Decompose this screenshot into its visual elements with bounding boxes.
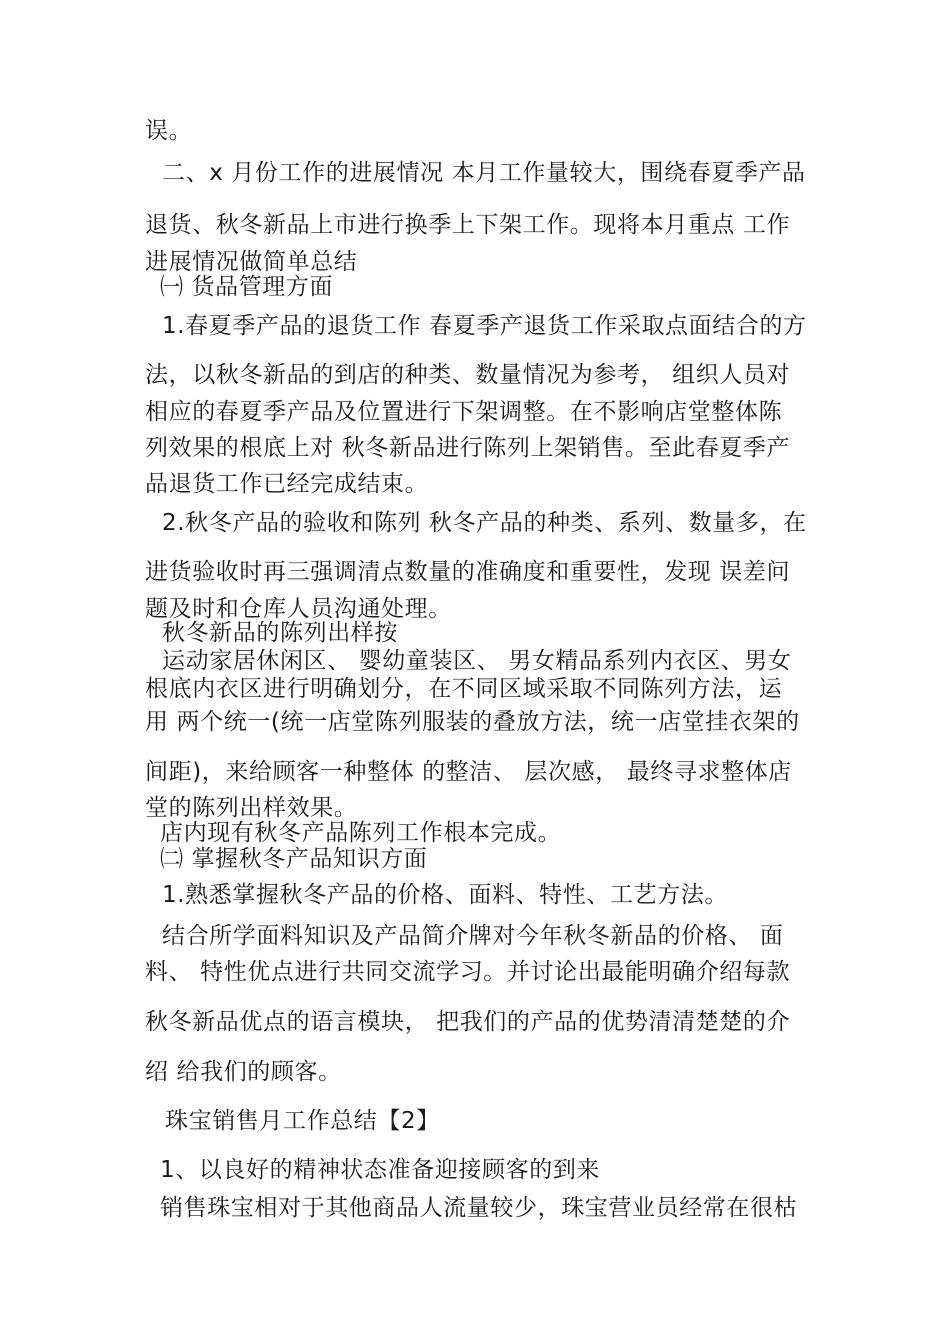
text-line: 误。 [145,118,193,144]
text-line: 店内现有秋冬产品陈列工作根本完成。 [160,820,562,846]
text-line: 进展情况做简单总结 [145,249,358,275]
text-line: 料、 特性优点进行共同交流学习。并讨论出最能明确介绍每款 [145,959,791,985]
text-line: 堂的陈列出样效果。 [145,795,358,821]
item-heading-3: 1.熟悉掌握秋冬产品的价格、面料、特性、工艺方法。 [162,882,728,908]
text-line: 秋冬新品的陈列出样按 [162,620,398,646]
text-line: 结合所学面料知识及产品简介牌对今年秋冬新品的价格、 面 [162,923,784,949]
text-line: 法，以秋冬新品的到店的种类、数量情况为参考， 组织人员对 [145,362,791,388]
item-heading-4: 1、以良好的精神状态准备迎接顾客的到来 [160,1157,601,1183]
text-line: 绍 给我们的顾客。 [145,1059,342,1085]
text-line: 列效果的根底上对 秋冬新品进行陈列上架销售。至此春夏季产 [145,435,791,461]
article-title: 珠宝销售月工作总结【2】 [165,1108,440,1134]
text-line: 用 两个统一(统一店堂陈列服装的叠放方法，统一店堂挂衣架的 [145,709,800,735]
text-line: 根底内衣区进行明确划分，在不同区域采取不同陈列方法，运 [145,676,783,702]
item-heading-2: 2.秋冬产品的验收和陈列 秋冬产品的种类、系列、数量多，在 [162,510,807,536]
item-heading-1: 1.春夏季产品的退货工作 春夏季产退货工作采取点面结合的方 [162,313,807,339]
subsection-heading-1: ㈠ 货品管理方面 [160,274,334,300]
text-line: 运动家居休闲区、 婴幼童装区、 男女精品系列内衣区、男女 [162,648,792,674]
text-line: 秋冬新品优点的语言模块， 把我们的产品的优势清清楚楚的介 [145,1009,791,1035]
subsection-heading-2: ㈡ 掌握秋冬产品知识方面 [160,846,428,872]
text-line: 相应的春夏季产品及位置进行下架调整。在不影响店堂整体陈 [145,399,783,425]
text-line: 退货、秋冬新品上市进行换季上下架工作。现将本月重点 工作 [145,212,791,238]
text-line: 间距)，来给顾客一种整体 的整洁、 层次感， 最终寻求整体店 [145,759,792,785]
text-line: 销售珠宝相对于其他商品人流量较少，珠宝营业员经常在很枯 [160,1195,798,1221]
text-line: 进货验收时再三强调清点数量的准确度和重要性，发现 误差问 [145,559,791,585]
text-line: 品退货工作已经完成结束。 [145,471,429,497]
text-line: 题及时和仓库人员沟通处理。 [145,596,452,622]
section-heading-2: 二、x 月份工作的进展情况 本月工作量较大，围绕春夏季产品 [162,160,806,186]
